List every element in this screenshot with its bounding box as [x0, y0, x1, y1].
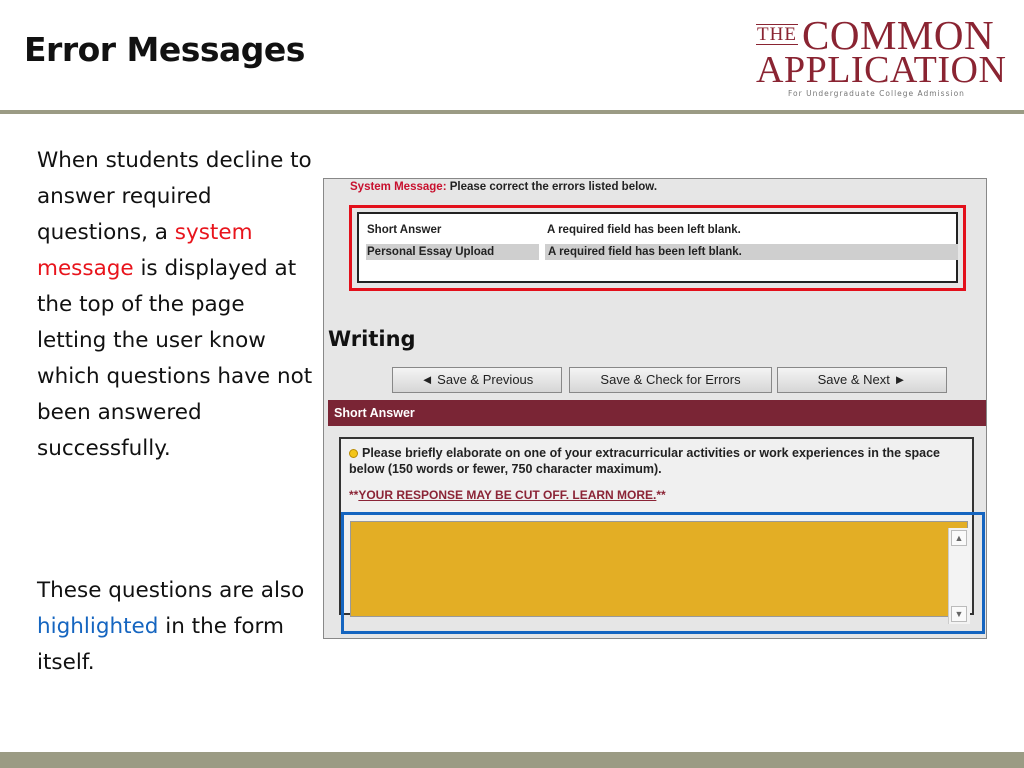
explanation-paragraph-2: These questions are also highlighted in the form itself.: [37, 578, 305, 675]
learn-more-link[interactable]: YOUR RESPONSE MAY BE CUT OFF. LEARN MORE.: [358, 488, 657, 502]
common-app-logo: [754, 14, 1016, 100]
logo-the: THE: [757, 24, 797, 45]
slide-title: Error Messages: [24, 30, 305, 69]
save-check-errors-button[interactable]: Save & Check for Errors: [569, 367, 772, 393]
textarea-scrollbar[interactable]: [948, 528, 970, 624]
footer-bar: [0, 752, 1024, 768]
scroll-up-icon[interactable]: ▲: [951, 530, 967, 546]
short-answer-textarea[interactable]: [350, 521, 968, 617]
save-next-button[interactable]: Save & Next ►: [777, 367, 947, 393]
error-list-highlight: [349, 205, 966, 291]
section-heading: Writing: [328, 327, 416, 351]
logo-tagline: For Undergraduate College Admission: [788, 89, 965, 98]
field-highlight: [341, 512, 985, 634]
error-list: [357, 212, 958, 283]
system-message-highlight: system message: [37, 220, 253, 281]
short-answer-section-bar: Short Answer: [328, 400, 987, 426]
explanation-paragraph-1: When students decline to answer required questions, a system message is displayed at the top of the page letting the user know which questions have not been answered successfully.: [37, 148, 313, 461]
system-message-label: System Message:: [350, 181, 447, 193]
error-row[interactable]: [366, 223, 951, 239]
highlighted-term: highlighted: [37, 614, 159, 639]
response-warning: **YOUR RESPONSE MAY BE CUT OFF. LEARN MORE.**: [349, 488, 666, 502]
error-field-name: Short Answer: [367, 224, 442, 236]
scroll-down-icon[interactable]: ▼: [951, 606, 967, 622]
question-text: Please briefly elaborate on one of your extracurricular activities or work experiences in the space below (150 words or fewer, 750 character maximum).: [349, 446, 941, 476]
error-row[interactable]: [366, 244, 951, 260]
required-dot-icon: [349, 449, 358, 458]
logo-common: COMMON: [802, 12, 995, 58]
system-message-text: Please correct the errors listed below.: [446, 181, 658, 193]
error-field-name: Personal Essay Upload: [366, 244, 539, 260]
system-message: [350, 181, 657, 193]
error-message: A required field has been left blank.: [545, 244, 958, 260]
error-message: A required field has been left blank.: [547, 224, 741, 236]
save-previous-button[interactable]: ◄ Save & Previous: [392, 367, 562, 393]
header-divider: [0, 110, 1024, 114]
logo-application: APPLICATION: [756, 49, 1007, 91]
form-screenshot: [323, 178, 987, 639]
